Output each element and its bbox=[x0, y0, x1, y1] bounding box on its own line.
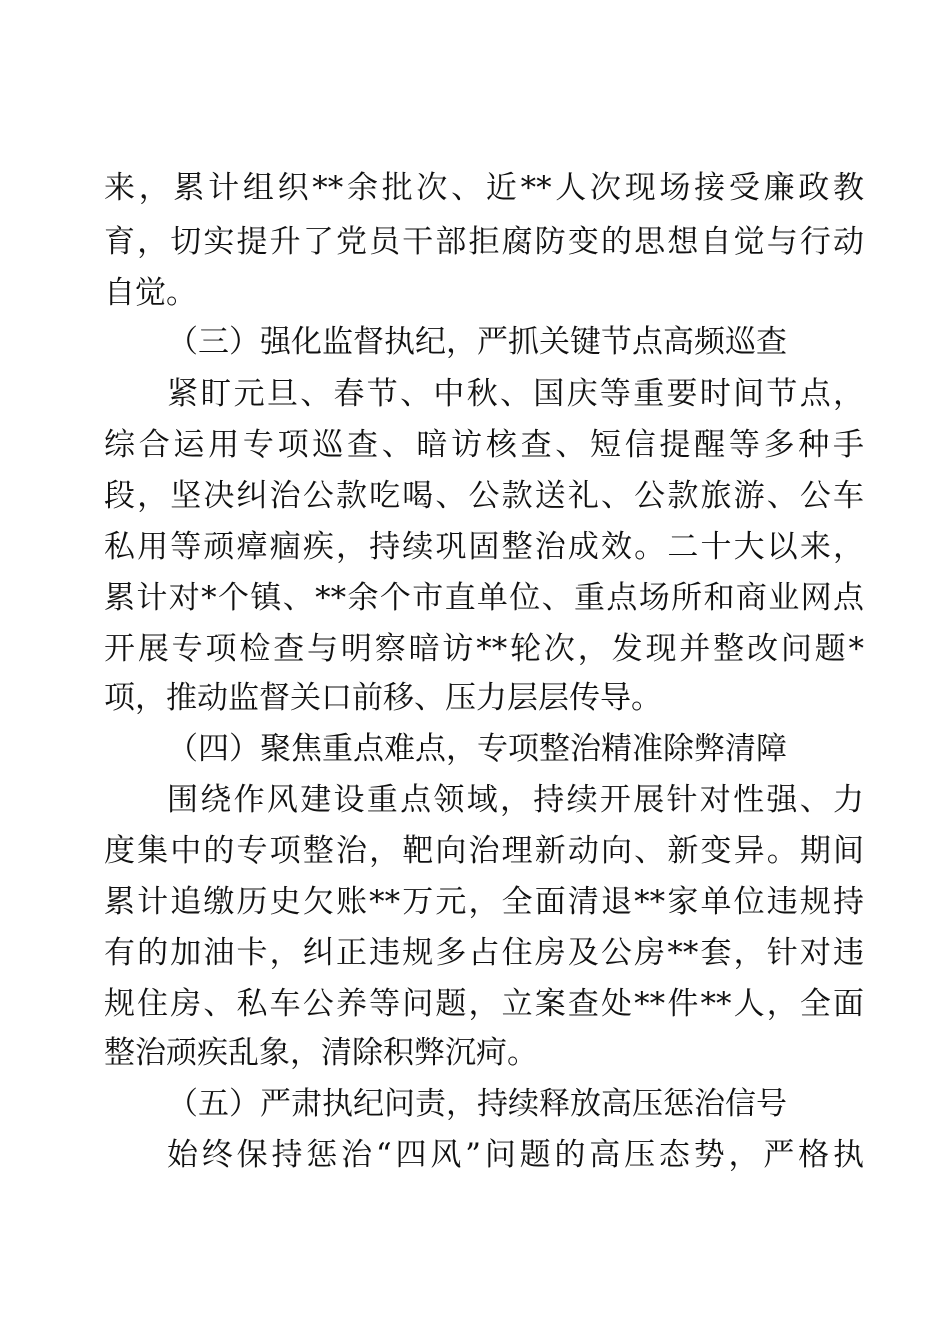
paragraph-line: 自觉。 bbox=[104, 275, 197, 311]
paragraph-line: 累计追缴历史欠账**万元，全面清退**家单位违规持 bbox=[104, 884, 864, 920]
paragraph-line: 整治顽疾乱象，清除积弊沉疴。 bbox=[104, 1035, 538, 1071]
section-heading-3: （三）强化监督执纪，严抓关键节点高频巡查 bbox=[167, 324, 787, 360]
paragraph-line: 始终保持惩治“四风”问题的高压态势，严格执 bbox=[167, 1137, 864, 1173]
paragraph-line: 围绕作风建设重点领域，持续开展针对性强、力 bbox=[167, 782, 864, 818]
paragraph-line: 综合运用专项巡查、暗访核查、短信提醒等多种手 bbox=[104, 427, 864, 463]
paragraph-line: 项，推动监督关口前移、压力层层传导。 bbox=[104, 680, 662, 716]
paragraph-line: 来，累计组织**余批次、近**人次现场接受廉政教 bbox=[104, 170, 864, 206]
paragraph-line: 有的加油卡，纠正违规多占住房及公房**套，针对违 bbox=[104, 935, 864, 971]
section-heading-4: （四）聚焦重点难点，专项整治精准除弊清障 bbox=[167, 731, 787, 767]
section-heading-5: （五）严肃执纪问责，持续释放高压惩治信号 bbox=[167, 1086, 787, 1122]
paragraph-line: 规住房、私车公养等问题，立案查处**件**人，全面 bbox=[104, 986, 864, 1022]
paragraph-line: 紧盯元旦、春节、中秋、国庆等重要时间节点， bbox=[167, 376, 864, 412]
paragraph-line: 累计对*个镇、**余个市直单位、重点场所和商业网点 bbox=[104, 580, 864, 616]
paragraph-line: 私用等顽瘴痼疾，持续巩固整治成效。二十大以来， bbox=[104, 529, 864, 565]
paragraph-line: 段，坚决纠治公款吃喝、公款送礼、公款旅游、公车 bbox=[104, 478, 864, 514]
paragraph-line: 开展专项检查与明察暗访**轮次，发现并整改问题* bbox=[104, 631, 864, 667]
paragraph-line: 育，切实提升了党员干部拒腐防变的思想自觉与行动 bbox=[104, 224, 864, 260]
paragraph-line: 度集中的专项整治，靶向治理新动向、新变异。期间 bbox=[104, 833, 864, 869]
